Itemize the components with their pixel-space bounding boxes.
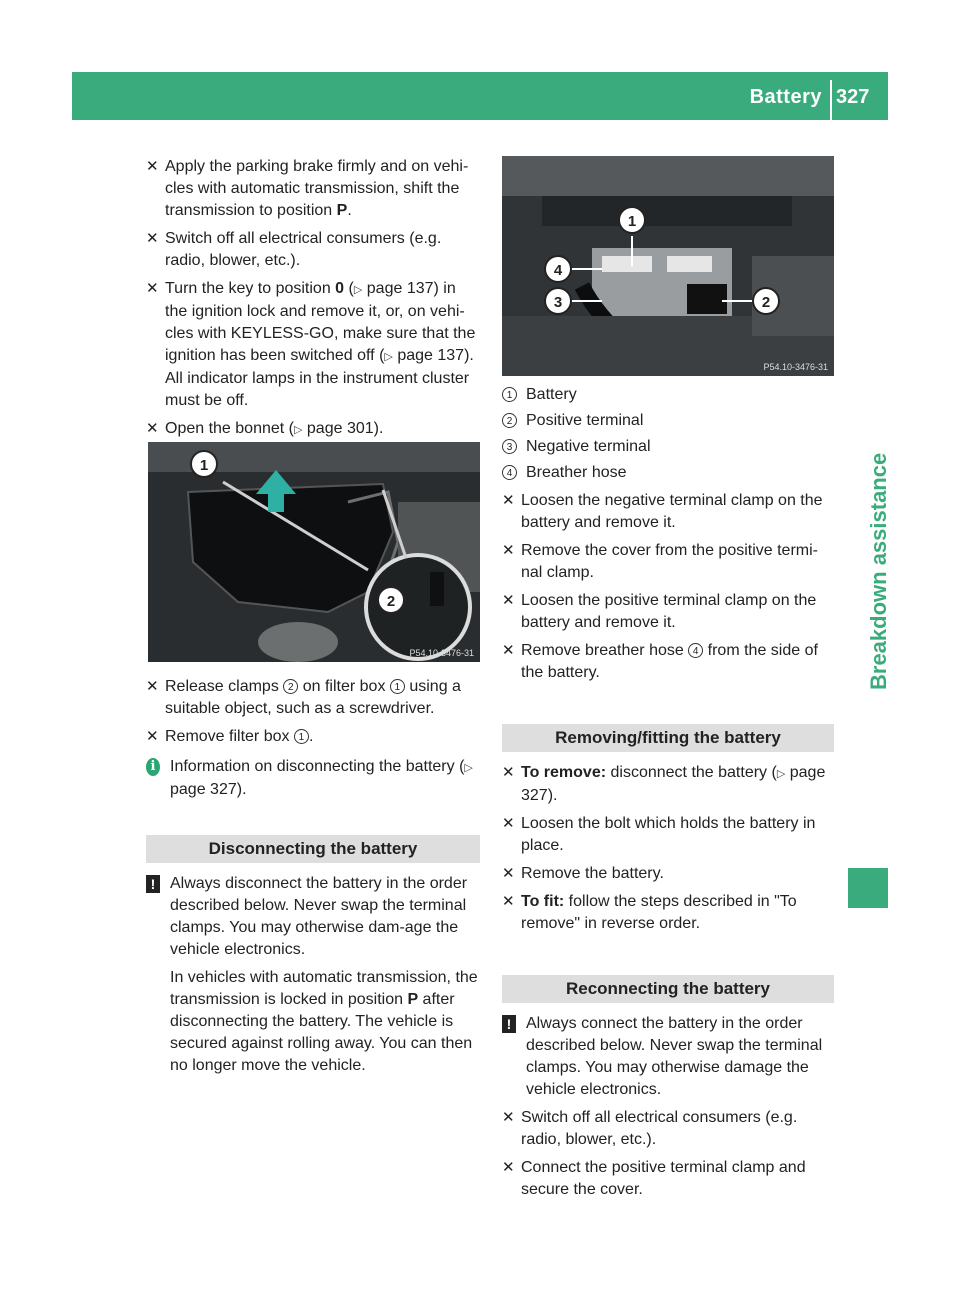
- warning-text-bold: P: [407, 991, 419, 1008]
- legend-item: [502, 436, 834, 458]
- legend-label: Positive terminal: [526, 412, 644, 429]
- step-marker-icon: ✕: [502, 592, 515, 609]
- legend-label: Negative terminal: [526, 438, 651, 455]
- step-text: Switch off all electrical consumers (e.g. radio, blower, etc.).: [165, 230, 442, 269]
- step-marker-icon: ✕: [502, 492, 515, 509]
- page-ref-icon: ▷: [384, 351, 393, 363]
- info-icon: i: [146, 758, 160, 776]
- step-remove-cover: [502, 540, 834, 584]
- section-heading-reconnecting: Reconnecting the battery: [502, 975, 834, 1003]
- info-note: [146, 756, 480, 801]
- warning-text: after disconnecting the battery. The vehicle is secured against rolling away. You can then no longer move the vehicle.: [170, 991, 473, 1074]
- section-heading-disconnect: Disconnecting the battery: [146, 835, 480, 863]
- step-text: page 327).: [521, 764, 826, 804]
- callout-number: 4: [688, 643, 703, 658]
- step-text-bold: To remove:: [521, 764, 607, 781]
- callout-3-label: 3: [553, 294, 563, 311]
- step-remove-breather-hose: [502, 640, 834, 684]
- step-release-clamps: [146, 676, 480, 720]
- step-text: on filter box: [298, 678, 390, 695]
- step-text: page 137). All indicator lamps in the instrument cluster must be off.: [165, 347, 474, 409]
- warning-text: Always connect the battery in the order described below. Never swap the terminal clamps. You may otherwise damage the vehicle electronics.: [526, 1015, 823, 1098]
- step-text: Loosen the bolt which holds the battery in place.: [521, 815, 816, 854]
- page-ref-icon: ▷: [464, 762, 473, 774]
- step-text-bold: To fit:: [521, 893, 565, 910]
- warning-text: In vehicles with automatic transmission, the transmission is locked in position: [170, 969, 478, 1008]
- step-text: Remove the cover from the positive termi-nal clamp.: [521, 542, 818, 581]
- step-text: Switch off all electrical consumers (e.g. radio, blower, etc.).: [521, 1109, 798, 1148]
- step-open-bonnet: [146, 418, 480, 441]
- step-switch-off-consumers-reconnect: [502, 1107, 834, 1151]
- photo-code-label: P54.10-3476-31: [409, 648, 474, 658]
- warning-icon: !: [146, 875, 160, 893]
- step-marker-icon: ✕: [502, 642, 515, 659]
- step-text: Turn the key to position: [165, 280, 336, 297]
- step-connect-positive: [502, 1157, 834, 1201]
- step-text: Release clamps: [165, 678, 284, 695]
- step-text: Open the bonnet (: [165, 420, 294, 437]
- step-text: Loosen the negative terminal clamp on the battery and remove it.: [521, 492, 823, 531]
- step-text: using a suitable object, such as a screwdriver.: [165, 678, 461, 717]
- legend-label: Battery: [526, 386, 577, 403]
- legend-item: [502, 384, 834, 406]
- step-apply-parking-brake: [146, 156, 480, 222]
- legend-label: Breather hose: [526, 464, 627, 481]
- left-column-lower: [146, 676, 480, 1083]
- legend-number: 3: [502, 439, 517, 454]
- step-to-remove: [502, 762, 834, 807]
- left-column: [146, 156, 480, 447]
- step-text: disconnect the battery (: [606, 764, 777, 781]
- reconnect-warning-note: [502, 1013, 834, 1101]
- legend-item: [502, 410, 834, 432]
- side-tab-marker: [848, 868, 888, 908]
- step-turn-key: [146, 278, 480, 412]
- step-text: Remove filter box: [165, 728, 294, 745]
- step-marker-icon: ✕: [502, 542, 515, 559]
- step-switch-off-consumers: [146, 228, 480, 272]
- legend-number: 2: [502, 413, 517, 428]
- step-text: page 137) in the ignition lock and remove it, or, on vehi-cles with KEYLESS-GO, make sure that the ignition has been switched off (: [165, 280, 476, 364]
- legend-number: 4: [502, 465, 517, 480]
- info-text: page 327).: [170, 781, 247, 798]
- callout-1-label: 1: [199, 457, 209, 474]
- step-marker-icon: ✕: [146, 230, 159, 247]
- step-loosen-bolt: [502, 813, 834, 857]
- step-marker-icon: ✕: [502, 1109, 515, 1126]
- page-number: 327: [836, 86, 870, 108]
- warning-text: Always disconnect the battery in the order described below. Never swap the terminal clamps. You may otherwise dam-age the vehicle electronics.: [170, 875, 468, 958]
- step-text: Remove breather hose: [521, 642, 689, 659]
- callout-number: 1: [390, 679, 405, 694]
- page-ref-icon: ▷: [353, 284, 363, 296]
- step-text: Connect the positive terminal clamp and secure the cover.: [521, 1159, 806, 1198]
- filter-box-illustration: [148, 442, 480, 662]
- step-to-fit: [502, 891, 834, 935]
- section-heading-removing: Removing/fitting the battery: [502, 724, 834, 752]
- header-divider: [830, 80, 832, 120]
- step-text-bold: 0: [335, 280, 345, 297]
- battery-illustration: [502, 156, 834, 376]
- step-text: Apply the parking brake firmly and on vehi-cles with automatic transmission, shift the transmission to position: [165, 158, 469, 219]
- callout-2-label: 2: [761, 294, 771, 311]
- info-text: Information on disconnecting the battery (: [170, 758, 465, 775]
- step-marker-icon: ✕: [146, 728, 159, 745]
- side-section-label: [846, 130, 891, 690]
- step-marker-icon: ✕: [502, 893, 515, 910]
- side-label-text: Breakdown assistance: [866, 452, 891, 690]
- warning-note-continued: [146, 967, 480, 1077]
- step-text: Remove the battery.: [521, 865, 664, 882]
- page-ref-icon: ▷: [293, 424, 303, 436]
- step-loosen-positive: [502, 590, 834, 634]
- callout-number: 1: [294, 729, 309, 744]
- step-marker-icon: ✕: [502, 865, 515, 882]
- warning-icon: !: [502, 1015, 516, 1033]
- page-ref-icon: ▷: [776, 768, 786, 780]
- step-remove-filter-box: [146, 726, 480, 748]
- step-text: (: [344, 280, 354, 297]
- photo-code-label: P54.10-3476-31: [763, 362, 828, 372]
- callout-number: 2: [283, 679, 298, 694]
- right-column: [502, 384, 834, 1207]
- step-marker-icon: ✕: [502, 815, 515, 832]
- step-marker-icon: ✕: [146, 420, 159, 437]
- step-text: Loosen the positive terminal clamp on the battery and remove it.: [521, 592, 817, 631]
- header-bar: [72, 72, 888, 120]
- step-marker-icon: ✕: [146, 678, 159, 695]
- step-marker-icon: ✕: [146, 280, 159, 297]
- step-text: follow the steps described in "To remove" in reverse order.: [521, 893, 797, 932]
- step-marker-icon: ✕: [502, 764, 515, 781]
- step-remove-battery: [502, 863, 834, 885]
- callout-4-label: 4: [553, 262, 563, 279]
- legend-number: 1: [502, 387, 517, 402]
- warning-note: [146, 873, 480, 961]
- callout-1-label: 1: [627, 213, 637, 230]
- step-marker-icon: ✕: [146, 158, 159, 175]
- battery-photo: [502, 156, 834, 376]
- step-text-bold: P: [336, 202, 348, 219]
- step-text: from the side of the battery.: [521, 642, 818, 681]
- callout-2-label: 2: [386, 593, 396, 610]
- step-text: .: [347, 202, 352, 219]
- chapter-title: Battery: [749, 86, 822, 108]
- step-marker-icon: ✕: [502, 1159, 515, 1176]
- step-text: page 301).: [306, 420, 384, 437]
- legend-item: [502, 462, 834, 484]
- step-loosen-negative: [502, 490, 834, 534]
- filter-box-photo: [148, 442, 480, 662]
- step-text: .: [308, 728, 314, 745]
